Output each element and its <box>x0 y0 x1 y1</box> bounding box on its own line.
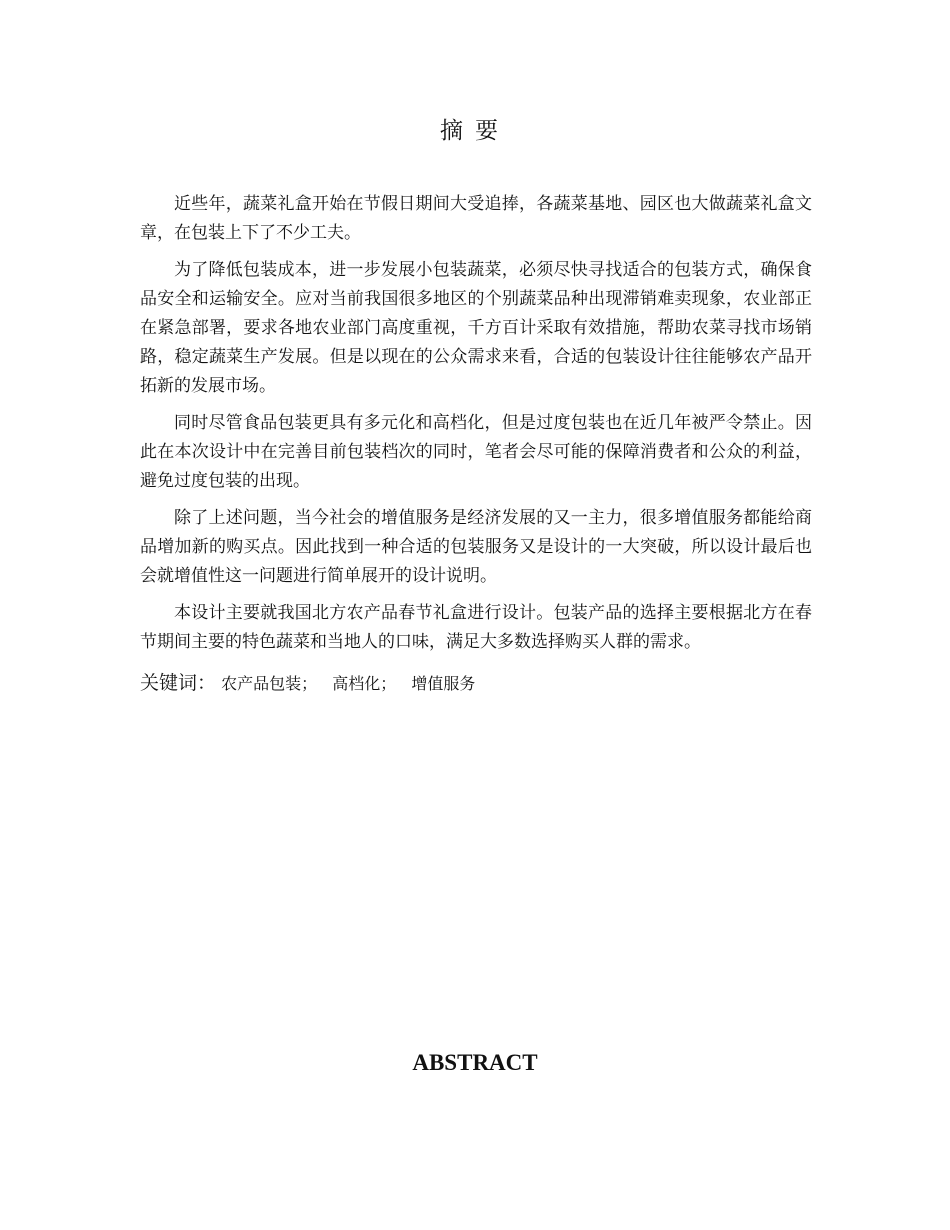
keyword-3: 增值服务 <box>411 674 476 693</box>
abstract-title-en: ABSTRACT <box>412 1050 538 1075</box>
abstract-title-cn: 摘要 <box>440 118 510 144</box>
abstract-paragraph-4: 除了上述问题，当今社会的增值服务是经济发展的又一主力，很多增值服务都能给商品增加新的购买点。因此找到一种合适的包装服务又是设计的一大突破，所以设计最后也会就增值性这一问题进行简单展开的设计说明。 <box>140 508 812 586</box>
keyword-2: 高档化； <box>332 674 397 693</box>
abstract-paragraph-1: 近些年，蔬菜礼盒开始在节假日期间大受追捧，各蔬菜基地、园区也大做蔬菜礼盒文章，在包装上下了不少工夫。 <box>140 194 812 243</box>
abstract-paragraph-2: 为了降低包装成本，进一步发展小包装蔬菜，必须尽快寻找适合的包装方式，确保食品安全和运输安全。应对当前我国很多地区的个别蔬菜品种出现滞销难卖现象，农业部正在紧急部署，要求各地农业部门高度重视，千方百计采取有效措施，帮助农菜寻找市场销路，稳定蔬菜生产发展。但是以现在的公众需求来看，合适的包装设计往往能够农产品开拓新的发展市场。 <box>140 260 812 396</box>
keyword-1: 农产品包装； <box>221 674 318 693</box>
keywords-line <box>140 668 485 699</box>
abstract-body <box>140 190 812 665</box>
abstract-paragraph-5: 本设计主要就我国北方农产品春节礼盒进行设计。包装产品的选择主要根据北方在春节期间主要的特色蔬菜和当地人的口味，满足大多数选择购买人群的需求。 <box>140 603 812 652</box>
abstract-paragraph-3: 同时尽管食品包装更具有多元化和高档化，但是过度包装也在近几年被严令禁止。因此在本次设计中在完善目前包装档次的同时，笔者会尽可能的保障消费者和公众的利益，避免过度包装的出现。 <box>140 413 812 491</box>
keywords-label: 关键词： <box>140 672 217 694</box>
